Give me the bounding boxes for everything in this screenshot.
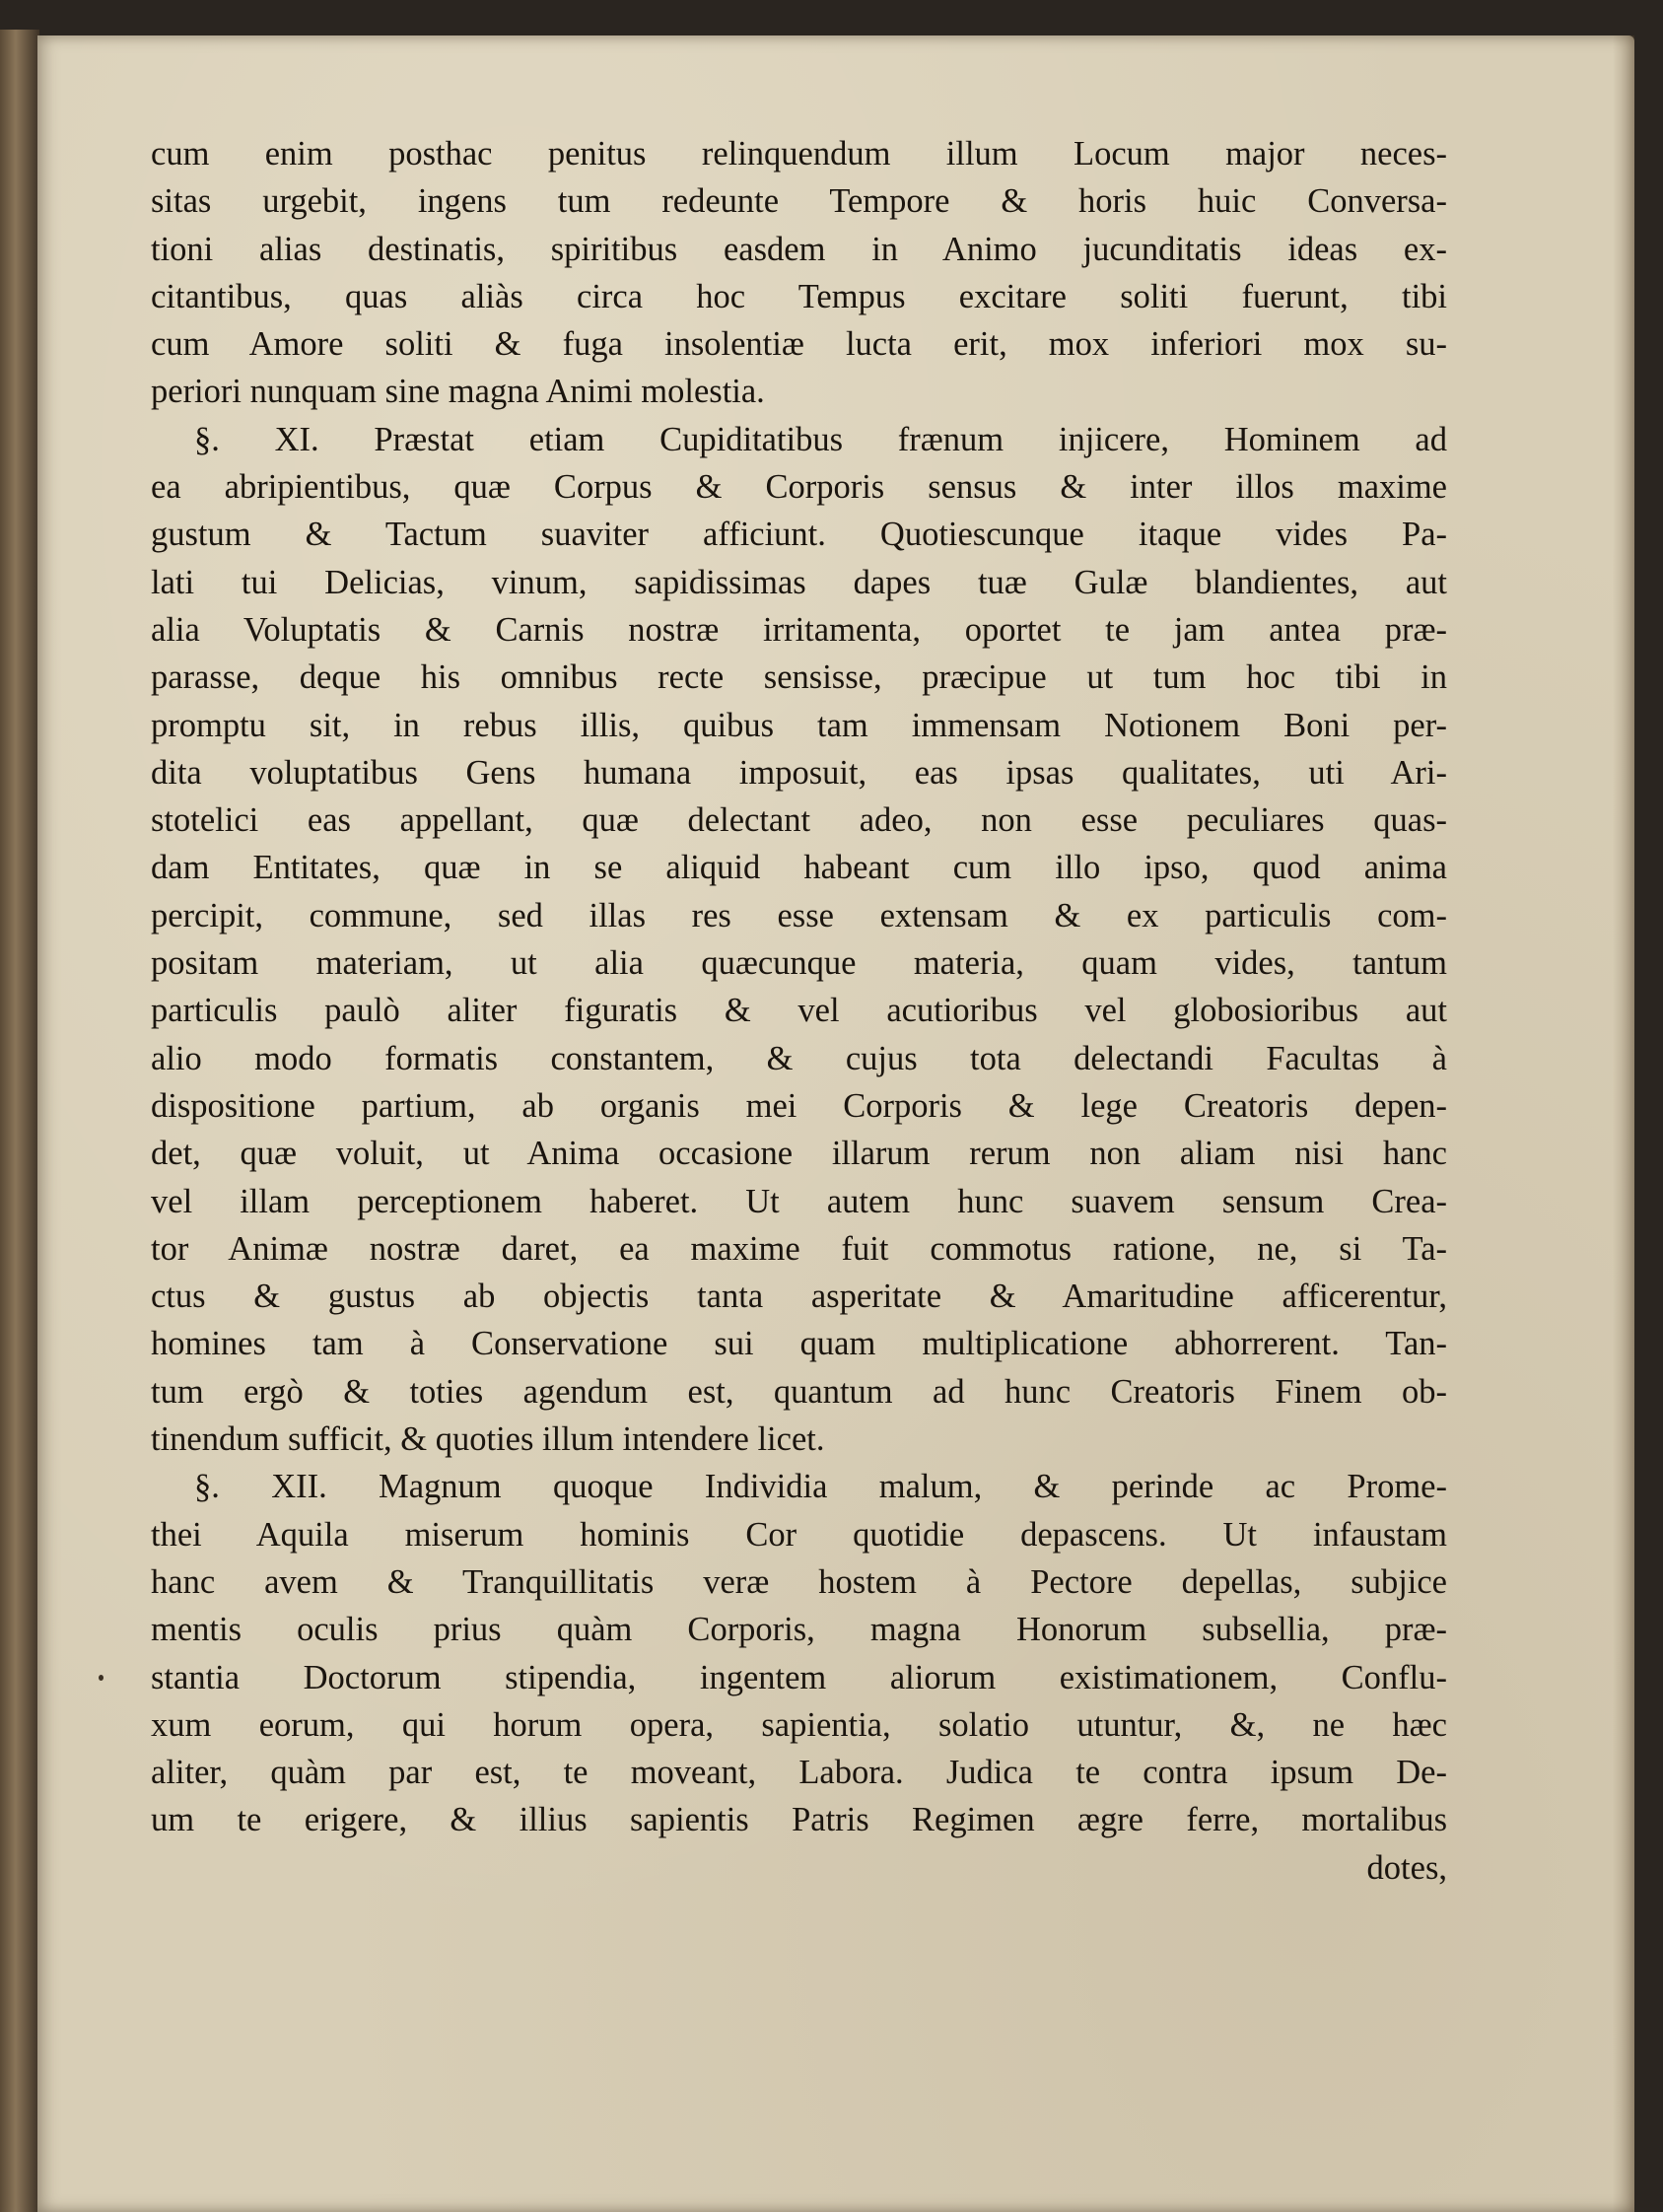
text-line: cum Amore soliti & fuga insolentiæ lucta erit, mox inferiori mox su-: [151, 325, 1447, 364]
text-line: det, quæ voluit, ut Anima occasione illarum rerum non aliam nisi hanc: [151, 1135, 1447, 1173]
book-page: [37, 35, 1634, 2212]
text-line: percipit, commune, sed illas res esse extensam & ex particulis com-: [151, 896, 1447, 934]
text-line: gustum & Tactum suaviter afficiunt. Quotiescunque itaque vides Pa-: [151, 516, 1447, 554]
section-heading-line: §. XI. Præstat etiam Cupiditatibus frænum injicere, Hominem ad: [194, 420, 1447, 458]
text-line: sitas urgebit, ingens tum redeunte Tempore & horis huic Conversa-: [151, 182, 1447, 221]
text-line: vel illam perceptionem haberet. Ut autem hunc suavem sensum Crea-: [151, 1182, 1447, 1220]
text-line: alia Voluptatis & Carnis nostræ irritamenta, oportet te jam antea præ-: [151, 610, 1447, 649]
text-line: cum enim posthac penitus relinquendum illum Locum major neces-: [151, 135, 1447, 173]
text-line: tor Animæ nostræ daret, ea maxime fuit commotus ratione, ne, si Ta-: [151, 1229, 1447, 1268]
text-line: xum eorum, qui horum opera, sapientia, solatio utuntur, &, ne hæc: [151, 1705, 1447, 1744]
adjacent-page-edge: [0, 30, 39, 2212]
text-line: ea abripientibus, quæ Corpus & Corporis sensus & inter illos maxime: [151, 468, 1447, 507]
catchword: dotes,: [1366, 1848, 1447, 1887]
text-line: um te erigere, & illius sapientis Patris Regimen ægre ferre, mortalibus: [151, 1801, 1447, 1839]
text-line: hanc avem & Tranquillitatis veræ hostem à Pectore depellas, subjice: [151, 1562, 1447, 1601]
text-line: stotelici eas appellant, quæ delectant adeo, non esse peculiares quas-: [151, 801, 1447, 840]
text-line: stantia Doctorum stipendia, ingentem aliorum existimationem, Conflu-: [151, 1658, 1447, 1696]
text-line: lati tui Delicias, vinum, sapidissimas dapes tuæ Gulæ blandientes, aut: [151, 563, 1447, 601]
text-line: dam Entitates, quæ in se aliquid habeant cum illo ipso, quod anima: [151, 849, 1447, 887]
text-line: parasse, deque his omnibus recte sensisse, præcipue ut tum hoc tibi in: [151, 658, 1447, 697]
text-line: alio modo formatis constantem, & cujus tota delectandi Facultas à: [151, 1039, 1447, 1077]
text-line: homines tam à Conservatione sui quam multiplicatione abhorrerent. Tan-: [151, 1325, 1447, 1363]
text-line: citantibus, quas aliàs circa hoc Tempus excitare soliti fuerunt, tibi: [151, 277, 1447, 315]
text-line: dita voluptatibus Gens humana imposuit, eas ipsas qualitates, uti Ari-: [151, 753, 1447, 792]
text-line: tinendum sufficit, & quoties illum intendere licet.: [151, 1420, 825, 1459]
text-line: aliter, quàm par est, te moveant, Labora. Judica te contra ipsum De-: [151, 1754, 1447, 1792]
page-edge-shadow: [1613, 35, 1634, 2212]
ink-spot: [99, 1675, 104, 1681]
text-line: periori nunquam sine magna Animi molestia.: [151, 373, 765, 411]
page-text-block: [151, 130, 1447, 1892]
text-line: dispositione partium, ab organis mei Corporis & lege Creatoris depen-: [151, 1086, 1447, 1125]
text-line: tum ergò & toties agendum est, quantum ad hunc Creatoris Finem ob-: [151, 1372, 1447, 1411]
text-line: tioni alias destinatis, spiritibus easdem in Animo jucunditatis ideas ex-: [151, 230, 1447, 268]
text-line: thei Aquila miserum hominis Cor quotidie depascens. Ut infaustam: [151, 1515, 1447, 1554]
text-line: particulis paulò aliter figuratis & vel acutioribus vel globosioribus aut: [151, 992, 1447, 1030]
section-heading-line: §. XII. Magnum quoque Individia malum, & perinde ac Prome-: [194, 1468, 1447, 1506]
text-line: promptu sit, in rebus illis, quibus tam immensam Notionem Boni per-: [151, 706, 1447, 744]
text-line: mentis oculis prius quàm Corporis, magna Honorum subsellia, præ-: [151, 1611, 1447, 1649]
text-line: ctus & gustus ab objectis tanta asperitate & Amaritudine afficerentur,: [151, 1278, 1447, 1316]
text-line: positam materiam, ut alia quæcunque materia, quam vides, tantum: [151, 944, 1447, 983]
